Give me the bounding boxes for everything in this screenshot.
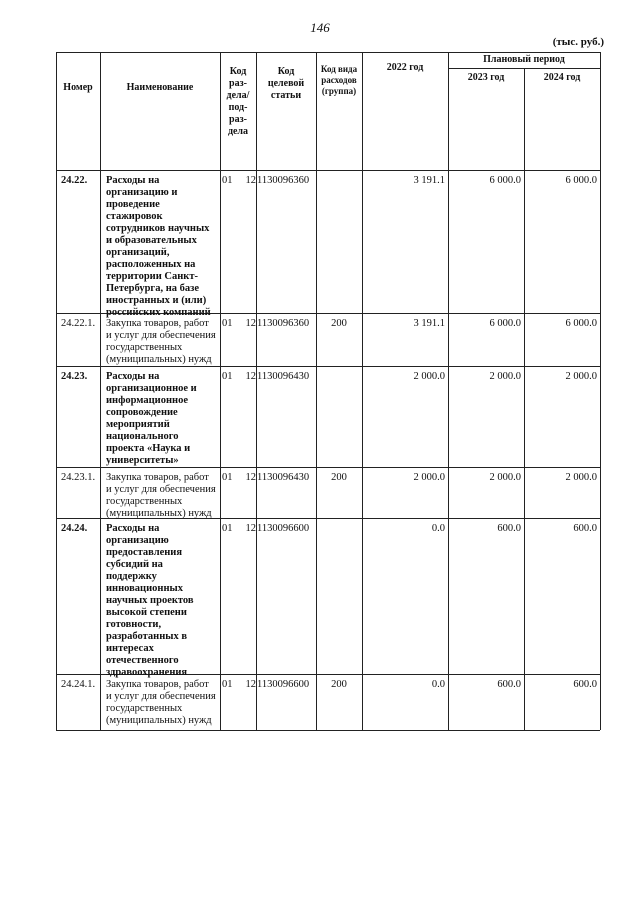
- column-divider: [316, 52, 317, 730]
- header-2022: 2022 год: [386, 62, 424, 73]
- column-divider: [256, 52, 257, 730]
- header-planning-period: Плановый период: [483, 54, 565, 65]
- row-section: 01: [222, 679, 233, 690]
- column-divider: [600, 52, 601, 730]
- column-divider: [524, 68, 525, 730]
- header-name: Наименование: [126, 82, 194, 93]
- header-target-code: Код целевой статьи: [267, 66, 305, 101]
- header-2023: 2023 год: [467, 72, 505, 83]
- row-2024: 600.0: [573, 523, 597, 534]
- column-divider: [448, 52, 449, 730]
- row-expense-type: 200: [331, 679, 347, 690]
- row-2022: 3 191.1: [413, 175, 445, 186]
- row-name: Расходы на организацию и проведение стажировок сотрудников научных и образовательных организаций, расположенных на территории Санкт-Петербурга, на базе иностранных и (или) российских компаний: [106, 175, 211, 318]
- row-divider: [56, 730, 600, 731]
- row-2022: 0.0: [431, 679, 445, 690]
- header-section-code: Код раз-дела/ под-раз-дела: [226, 66, 250, 137]
- row-2023: 600.0: [497, 679, 521, 690]
- row-number: 24.23.1.: [61, 472, 96, 483]
- row-subsection: 12: [245, 318, 256, 329]
- row-2024: 6 000.0: [565, 175, 597, 186]
- row-name: Закупка товаров, работ и услуг для обеспечения государственных (муниципальных) нужд: [106, 472, 216, 519]
- header-2024: 2024 год: [543, 72, 581, 83]
- table-top-border: [56, 52, 600, 53]
- row-target-code: 1130096430: [257, 472, 310, 483]
- row-expense-type: 200: [331, 318, 347, 329]
- row-section: 01: [222, 371, 233, 382]
- row-divider: [56, 366, 600, 367]
- row-number: 24.24.1.: [61, 679, 96, 690]
- row-subsection: 12: [245, 523, 256, 534]
- row-2024: 600.0: [573, 679, 597, 690]
- row-name: Закупка товаров, работ и услуг для обеспечения государственных (муниципальных) нужд: [106, 679, 216, 726]
- row-2023: 600.0: [497, 523, 521, 534]
- units-label: (тыс. руб.): [552, 36, 604, 48]
- row-name: Закупка товаров, работ и услуг для обеспечения государственных (муниципальных) нужд: [106, 318, 216, 365]
- row-2024: 6 000.0: [565, 318, 597, 329]
- row-number: 24.22.1.: [61, 318, 96, 329]
- row-number: 24.22.: [61, 175, 88, 186]
- header-expense-type: Код вида расходов (группа): [320, 64, 358, 96]
- column-divider: [100, 52, 101, 730]
- row-subsection: 12: [245, 472, 256, 483]
- row-subsection: 12: [245, 371, 256, 382]
- row-subsection: 12: [245, 175, 256, 186]
- row-target-code: 1130096600: [257, 679, 310, 690]
- column-divider: [362, 52, 363, 730]
- row-2022: 2 000.0: [413, 472, 445, 483]
- row-number: 24.23.: [61, 371, 88, 382]
- row-2024: 2 000.0: [565, 472, 597, 483]
- row-2023: 6 000.0: [489, 175, 521, 186]
- row-target-code: 1130096360: [257, 175, 310, 186]
- row-expense-type: 200: [331, 472, 347, 483]
- row-name: Расходы на организационное и информационное сопровождение мероприятий национального проекта «Наука и университеты»: [106, 371, 197, 466]
- row-2022: 3 191.1: [413, 318, 445, 329]
- row-2023: 2 000.0: [489, 472, 521, 483]
- row-section: 01: [222, 175, 233, 186]
- row-section: 01: [222, 318, 233, 329]
- page-number: 146: [310, 20, 330, 35]
- column-divider: [56, 52, 57, 730]
- row-2023: 6 000.0: [489, 318, 521, 329]
- row-2024: 2 000.0: [565, 371, 597, 382]
- row-section: 01: [222, 472, 233, 483]
- row-2022: 0.0: [431, 523, 445, 534]
- row-number: 24.24.: [61, 523, 88, 534]
- row-target-code: 1130096600: [257, 523, 310, 534]
- row-name: Расходы на организацию предоставления субсидий на поддержку инновационных научных проектов высокой степени готовности, разработанных в интересах отечественного здравоохранения: [106, 523, 194, 678]
- row-section: 01: [222, 523, 233, 534]
- row-divider: [56, 170, 600, 171]
- row-target-code: 1130096360: [257, 318, 310, 329]
- header-number: Номер: [63, 82, 93, 93]
- row-2023: 2 000.0: [489, 371, 521, 382]
- row-target-code: 1130096430: [257, 371, 310, 382]
- row-subsection: 12: [245, 679, 256, 690]
- column-divider: [220, 52, 221, 730]
- row-divider: [56, 467, 600, 468]
- row-2022: 2 000.0: [413, 371, 445, 382]
